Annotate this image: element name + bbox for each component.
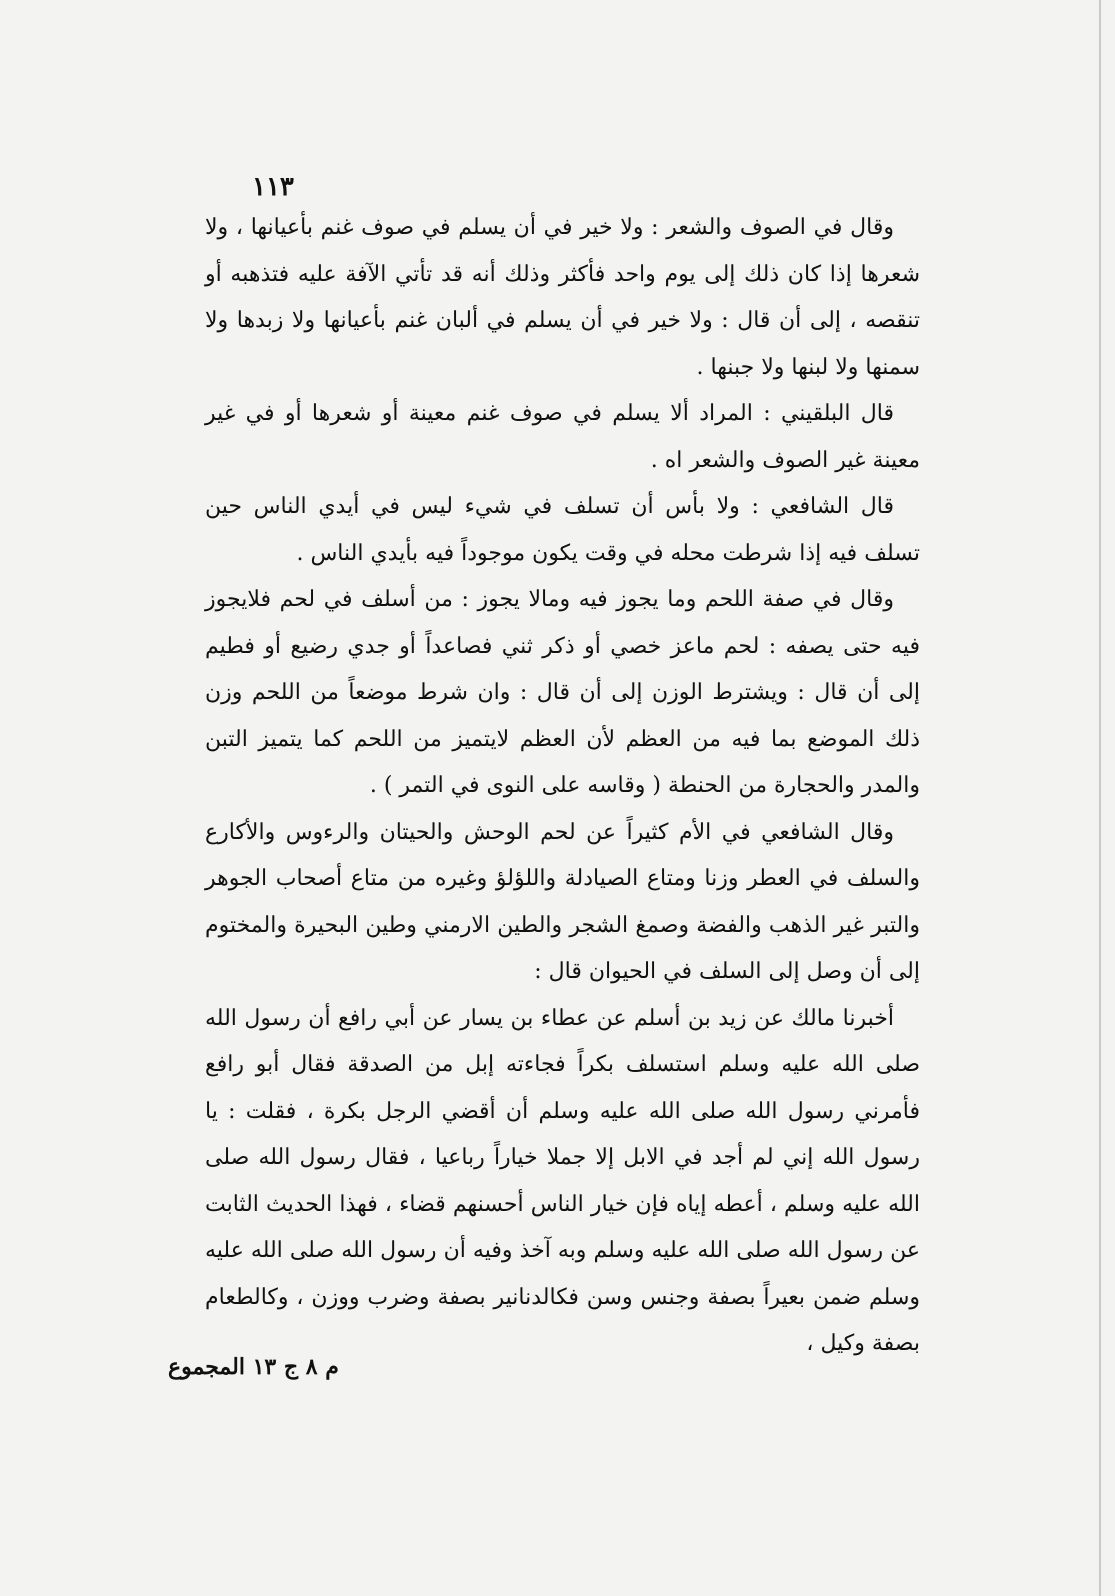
paragraph-bulqini: قال البلقيني : المراد ألا يسلم في صوف غنم معينة أو شعرها أو في غير معينة غير الصوف والشعر اه .	[205, 401, 920, 473]
body-text	[205, 205, 920, 1368]
paragraph-shafii-no-harm: قال الشافعي : ولا بأس أن تسلف في شيء ليس في أيدي الناس حين تسلف فيه إذا شرطت محله في وقت يكون موجوداً فيه بأيدي الناس .	[205, 494, 920, 566]
paragraph-shafii-al-umm: وقال الشافعي في الأم كثيراً عن لحم الوحش والحيتان والرءوس والأكارع والسلف في العطر وزنا ومتاع الصيادلة واللؤلؤ وغيره من متاع أصحاب الجوهر والتبر غير الذهب والفضة وصمغ الشجر والطين الارمني وطين البحيرة والمختوم إلى أن وصل إلى السلف في الحيوان قال :	[205, 819, 920, 984]
paragraph-meat-description: وقال في صفة اللحم وما يجوز فيه ومالا يجوز : من أسلف في لحم فلايجوز فيه حتى يصفه : لحم ماعز خصي أو ذكر ثني فصاعداً أو جدي رضيع أو فطيم إلى أن قال : ويشترط الوزن إلى أن قال : وان شرط موضعاً من اللحم وزن ذلك الموضع بما فيه من العظم لأن العظم لايتميز من اللحم كما يتميز التبن والمدر والحجارة من الحنطة ( وقاسه على النوى في التمر ) .	[205, 587, 920, 798]
page-edge-shadow	[1099, 0, 1101, 1596]
page-number: ١١٣	[252, 172, 294, 202]
paragraph-wool-and-hair: وقال في الصوف والشعر : ولا خير في أن يسلم في صوف غنم بأعيانها ، ولا شعرها إذا كان ذلك إلى يوم واحد فأكثر وذلك أنه قد تأتي الآفة عليه فتذهبه أو تنقصه ، إلى أن قال : ولا خير في أن يسلم في ألبان غنم بأعيانها ولا زبدها ولا سمنها ولا لبنها ولا جبنها .	[205, 215, 921, 380]
footer-signature: م ٨ ج ١٣ المجموع	[168, 1354, 339, 1380]
paragraph-hadith-abu-rafi: أخبرنا مالك عن زيد بن أسلم عن عطاء بن يسار عن أبي رافع أن رسول الله صلى الله عليه وسلم استسلف بكراً فجاءته إبل من الصدقة فقال أبو رافع فأمرني رسول الله صلى الله عليه وسلم أن أقضي الرجل بكرة ، فقلت : يا رسول الله إني لم أجد في الابل إلا جملا خياراً رباعيا ، فقال رسول الله صلى الله عليه وسلم ، أعطه إياه فإن خيار الناس أحسنهم قضاء ، فهذا الحديث الثابت عن رسول الله صلى الله عليه وسلم وبه آخذ وفيه أن رسول الله صلى الله عليه وسلم ضمن بعيراً بصفة وجنس وسن فكالدنانير بصفة وضرب ووزن ، وكالطعام بصفة وكيل ،	[205, 1005, 920, 1356]
